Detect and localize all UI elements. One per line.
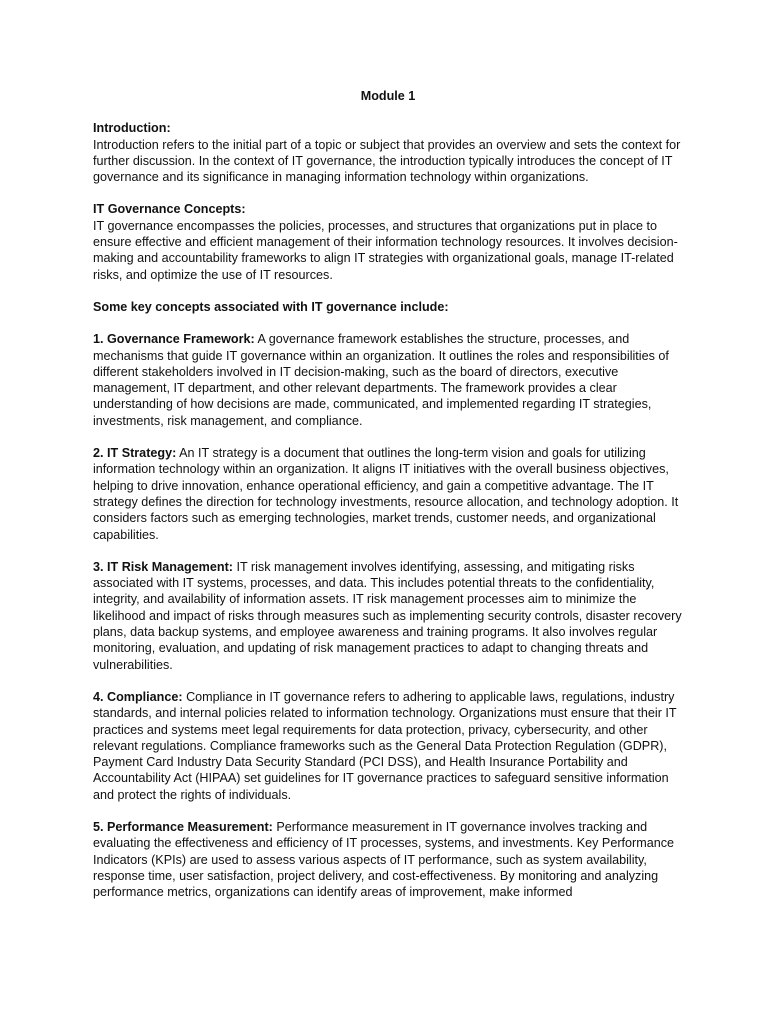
- concept-item-title: 1. Governance Framework:: [93, 332, 255, 347]
- concept-item-title: 4. Compliance:: [93, 689, 183, 704]
- concept-item-title: 3. IT Risk Management:: [93, 559, 233, 574]
- concept-item-paragraph: [93, 559, 683, 673]
- key-concepts-lead: Some key concepts associated with IT governance include:: [93, 299, 449, 314]
- concept-item-title: 5. Performance Measurement:: [93, 819, 273, 834]
- concept-item-performance-measurement: [93, 819, 683, 900]
- concept-item-paragraph: [93, 445, 683, 543]
- concepts-heading: IT Governance Concepts:: [93, 202, 246, 217]
- introduction-heading: Introduction:: [93, 121, 171, 136]
- concepts-section: [93, 201, 683, 282]
- concepts-body: IT governance encompasses the policies, processes, and structures that organizations put in place to ensure effective and efficient management of their information technology resources. It involves decision-making and accountability frameworks to align IT strategies with organizational goals, manage IT-related risks, and optimize the use of IT resources.: [93, 218, 678, 282]
- concept-item-body: Compliance in IT governance refers to adhering to applicable laws, regulations, industry standards, and internal policies related to information technology. Organizations must ensure that their IT practices and systems meet legal requirements for data protection, privacy, cybersecurity, and other relevant regulations. Compliance frameworks such as the General Data Protection Regulation (GDPR), Payment Card Industry Data Security Standard (PCI DSS), and Health Insurance Portability and Accountability Act (HIPAA) set guidelines for IT governance practices to safeguard sensitive information and protect the rights of individuals.: [93, 689, 677, 802]
- concept-item-paragraph: [93, 331, 683, 429]
- concept-item-paragraph: [93, 819, 683, 900]
- concept-item-body: A governance framework establishes the structure, processes, and mechanisms that guide IT governance within an organization. It outlines the roles and responsibilities of different stakeholders involved in IT decision-making, such as the board of directors, executive management, IT department, and other relevant departments. The framework provides a clear understanding of how decisions are made, communicated, and implemented regarding IT strategies, investments, risk management, and compliance.: [93, 332, 669, 428]
- document-page: [93, 88, 683, 916]
- concept-item-body: IT risk management involves identifying, assessing, and mitigating risks associated with IT systems, processes, and data. This includes potential threats to the confidentiality, integrity, and availability of information assets. IT risk management processes aim to minimize the likelihood and impact of risks through measures such as implementing security controls, disaster recovery plans, data backup systems, and employee awareness and training programs. It also involves regular monitoring, evaluation, and updating of risk management practices to adapt to changing threats and vulnerabilities.: [93, 559, 682, 672]
- concept-item-it-risk-management: [93, 559, 683, 673]
- concept-item-governance-framework: [93, 331, 683, 429]
- concept-item-title: 2. IT Strategy:: [93, 446, 177, 461]
- concept-item-body: Performance measurement in IT governance involves tracking and evaluating the effectiveness and efficiency of IT processes, systems, and investments. Key Performance Indicators (KPIs) are used to assess various aspects of IT performance, such as system availability, response time, user satisfaction, project delivery, and cost-effectiveness. By monitoring and analyzing performance metrics, organizations can identify areas of improvement, make informed: [93, 819, 675, 900]
- introduction-section: [93, 120, 683, 185]
- concept-item-compliance: [93, 689, 683, 803]
- concept-item-paragraph: [93, 689, 683, 803]
- concept-item-it-strategy: [93, 445, 683, 543]
- document-title: Module 1: [360, 89, 416, 103]
- introduction-body: Introduction refers to the initial part of a topic or subject that provides an overview and sets the context for further discussion. In the context of IT governance, the introduction typically introduces the concept of IT governance and its significance in managing information technology within organizations.: [93, 137, 681, 185]
- concept-item-body: An IT strategy is a document that outlines the long-term vision and goals for utilizing information technology within an organization. It aligns IT initiatives with the overall business objectives, helping to drive innovation, enhance operational efficiency, and gain a competitive advantage. The IT strategy defines the direction for technology investments, resource allocation, and technology adoption. It considers factors such as emerging technologies, market trends, customer needs, and organizational capabilities.: [93, 446, 679, 542]
